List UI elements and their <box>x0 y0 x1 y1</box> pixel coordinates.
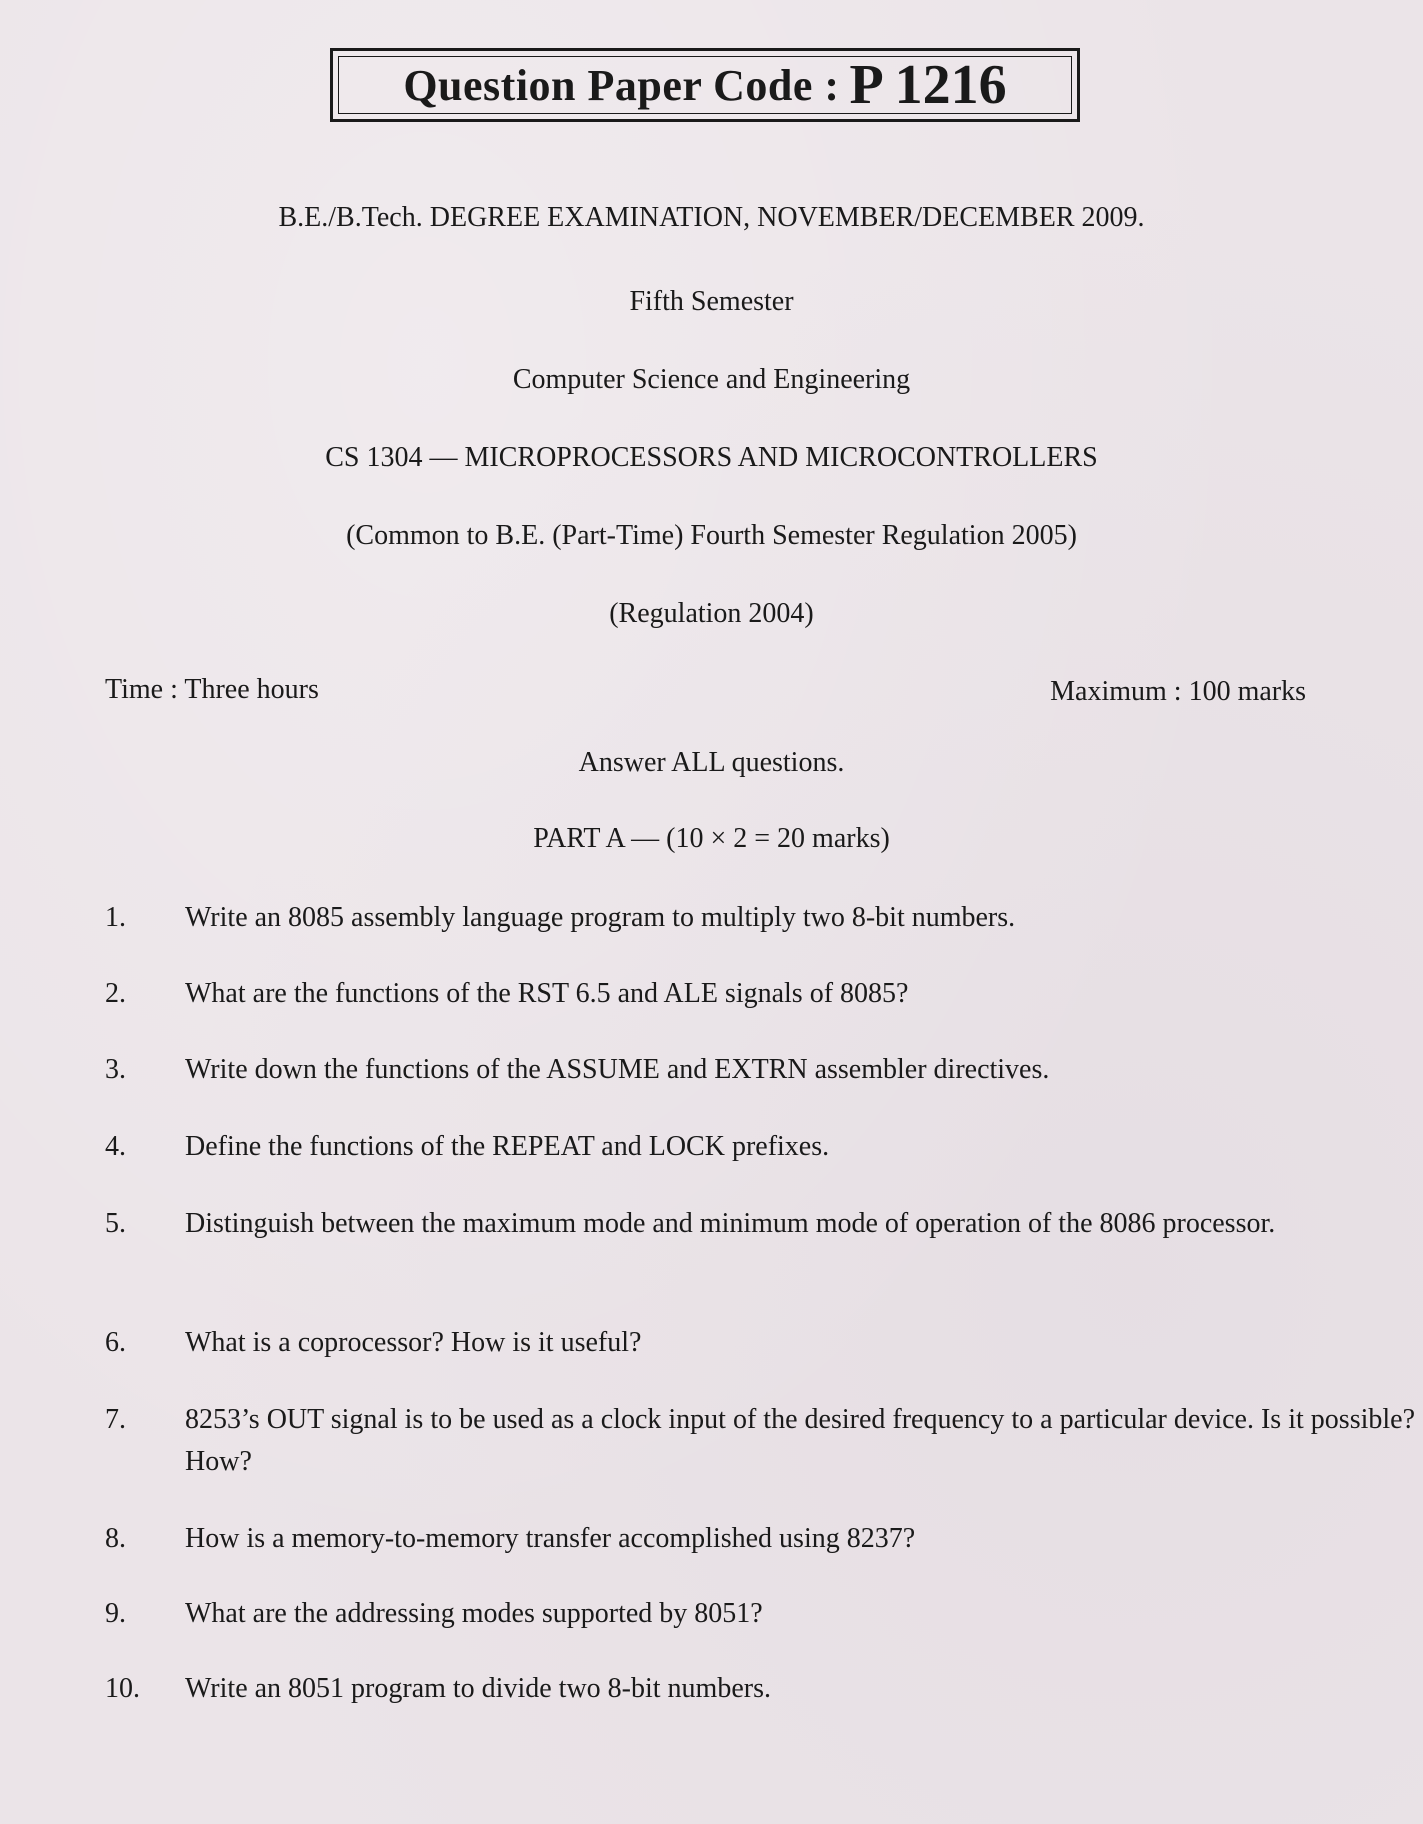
question-number: 4. <box>105 1131 126 1162</box>
question-text: What are the addressing modes supported by 8051? <box>185 1598 763 1629</box>
degree-line: B.E./B.Tech. DEGREE EXAMINATION, NOVEMBER/DECEMBER 2009. <box>278 202 1145 233</box>
common-to-line: (Common to B.E. (Part-Time) Fourth Semester Regulation 2005) <box>346 520 1077 551</box>
question-number: 7. <box>105 1404 126 1435</box>
question-number: 3. <box>105 1054 126 1085</box>
question-text: What are the functions of the RST 6.5 and ALE signals of 8085? <box>185 978 909 1009</box>
question-text: How is a memory-to-memory transfer accomplished using 8237? <box>185 1523 916 1554</box>
question-text: Distinguish between the maximum mode and minimum mode of operation of the 8086 processor. <box>185 1208 1276 1239</box>
max-marks-line: Maximum : 100 marks <box>1050 676 1306 707</box>
question-text: Define the functions of the REPEAT and LOCK prefixes. <box>185 1131 830 1162</box>
question-text: What is a coprocessor? How is it useful? <box>185 1327 642 1358</box>
question-text: Write down the functions of the ASSUME and EXTRN assembler directives. <box>185 1054 1050 1085</box>
question-number: 10. <box>105 1673 140 1704</box>
question-paper-code-value: P 1216 <box>849 54 1007 116</box>
semester-line: Fifth Semester <box>629 286 794 317</box>
branch-line: Computer Science and Engineering <box>512 364 911 395</box>
question-text: Write an 8085 assembly language program to multiply two 8-bit numbers. <box>185 902 1016 933</box>
time-line: Time : Three hours <box>105 674 319 705</box>
question-number: 1. <box>105 902 126 933</box>
instruction-line: Answer ALL questions. <box>578 747 845 778</box>
question-number: 9. <box>105 1598 126 1629</box>
question-text: Write an 8051 program to divide two 8-bit numbers. <box>185 1673 771 1704</box>
question-paper-code-label: Question Paper Code : <box>403 60 840 110</box>
question-number: 6. <box>105 1327 126 1358</box>
question-number: 5. <box>105 1208 126 1239</box>
regulation-line: (Regulation 2004) <box>609 598 814 629</box>
question-paper-code-box <box>330 48 1080 122</box>
question-text: 8253’s OUT signal is to be used as a clock input of the desired frequency to a particular device. Is it possible? How? <box>185 1404 1415 1477</box>
question-number: 2. <box>105 978 126 1009</box>
subject-line: CS 1304 — MICROPROCESSORS AND MICROCONTROLLERS <box>325 442 1098 473</box>
question-number: 8. <box>105 1523 126 1554</box>
part-a-heading: PART A — (10 × 2 = 20 marks) <box>533 823 890 854</box>
